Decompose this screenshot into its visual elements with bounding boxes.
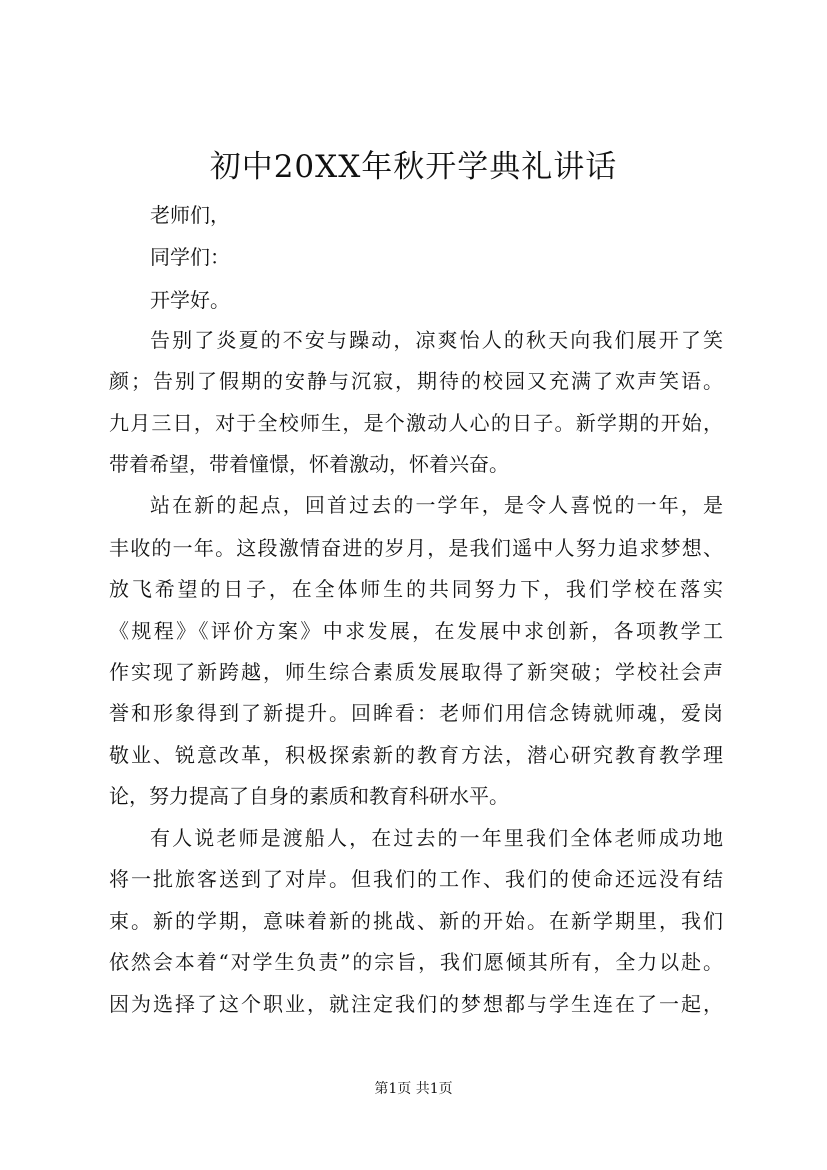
salutation-teachers: 老师们，	[150, 203, 230, 227]
paragraph-2-line: 论，努力提高了自身的素质和教育科研水平。	[109, 784, 509, 808]
paragraph-3-line: 将一批旅客送到了对岸。但我们的工作、我们的使命还远没有结	[109, 867, 723, 891]
paragraph-1-line: 九月三日，对于全校师生，是个激动人心的日子。新学期的开始，	[109, 411, 723, 435]
paragraph-1-line: 颜；告别了假期的安静与沉寂，期待的校园又充满了欢声笑语。	[109, 369, 723, 393]
paragraph-2-line: 《规程》《评价方案》中求发展，在发展中求创新，各项教学工	[109, 619, 723, 643]
paragraph-2-line: 丰收的一年。这段激情奋进的岁月，是我们遥中人努力追求梦想、	[109, 536, 723, 560]
paragraph-3-line: 束。新的学期，意味着新的挑战、新的开始。在新学期里，我们	[109, 909, 723, 933]
paragraph-3-line: 因为选择了这个职业，就注定我们的梦想都与学生连在了一起，	[109, 992, 723, 1016]
salutation-students: 同学们：	[150, 245, 230, 269]
greeting-line: 开学好。	[150, 288, 230, 312]
paragraph-2-line: 誉和形象得到了新提升。回眸看：老师们用信念铸就师魂，爱岗	[109, 701, 723, 725]
paragraph-3-line: 有人说老师是渡船人，在过去的一年里我们全体老师成功地	[150, 826, 723, 850]
paragraph-2-line: 放飞希望的日子，在全体师生的共同努力下，我们学校在落实	[109, 577, 723, 601]
page-number-footer: 第1页 共1页	[374, 1081, 453, 1097]
paragraph-2-line: 作实现了新跨越，师生综合素质发展取得了新突破；学校社会声	[109, 660, 723, 684]
paragraph-2-line: 敬业、锐意改革，积极探索新的教育方法，潜心研究教育教学理	[109, 743, 723, 767]
paragraph-1-line: 告别了炎夏的不安与躁动，凉爽怡人的秋天向我们展开了笑	[150, 328, 723, 352]
page-title: 初中20XX年秋开学典礼讲话	[209, 149, 618, 185]
paragraph-3-line: 依然会本着“对学生负责”的宗旨，我们愿倾其所有，全力以赴。	[109, 950, 723, 974]
paragraph-2-line: 站在新的起点，回首过去的一学年，是令人喜悦的一年，是	[150, 493, 723, 517]
paragraph-1-line: 带着希望，带着憧憬，怀着激动，怀着兴奋。	[109, 452, 509, 476]
